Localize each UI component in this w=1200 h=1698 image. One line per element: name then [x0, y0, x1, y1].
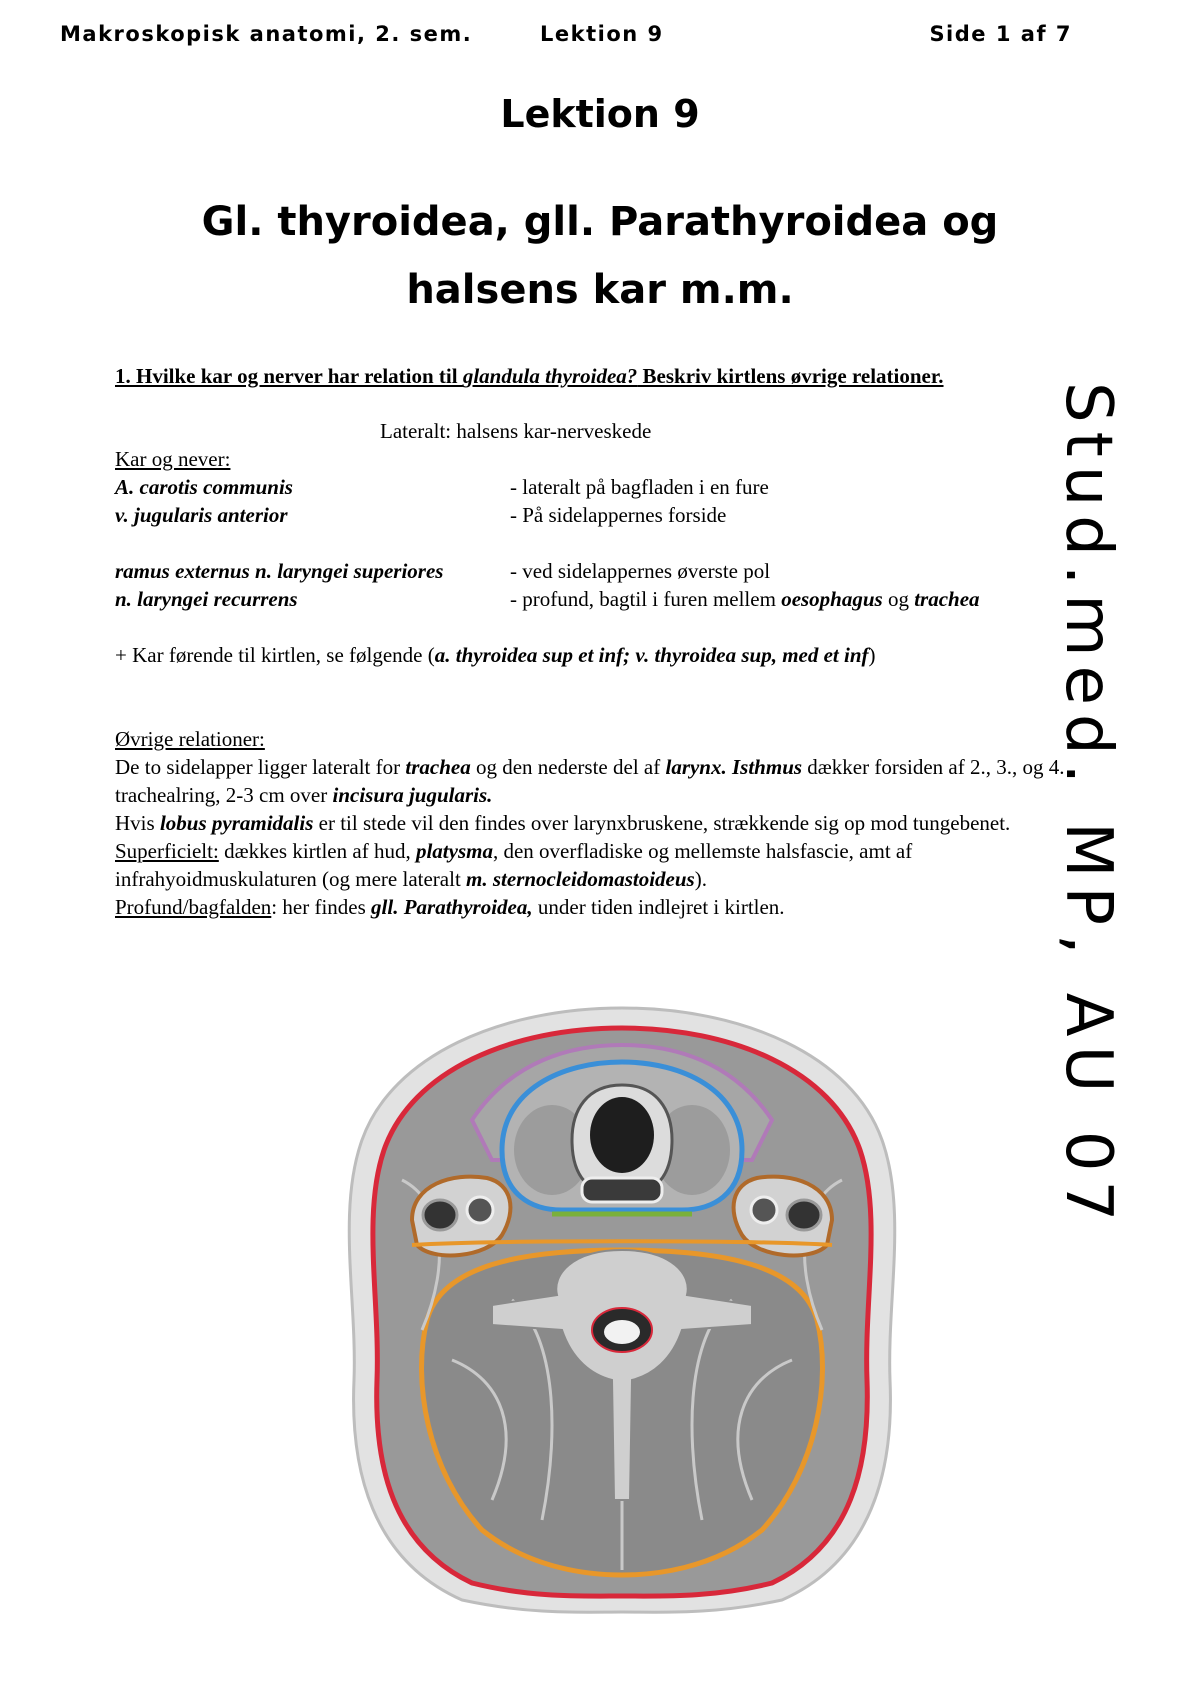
text-part: Superficielt: [115, 839, 219, 863]
ovrige-text [115, 753, 1085, 921]
relation-desc-part: oesophagus [781, 587, 883, 611]
text-part: under tiden indlejret i kirtlen. [532, 895, 785, 919]
text-part: gll. Parathyroidea, [371, 895, 533, 919]
question-suffix: Beskriv kirtlens øvrige relationer. [637, 364, 944, 388]
text-part: lobus pyramidalis [159, 811, 314, 835]
relation-term: A. carotis communis [115, 475, 293, 499]
side-watermark: Stud.med. MP, AU 07 [1051, 382, 1125, 1231]
question-prefix: 1. Hvilke kar og nerver har relation til [115, 364, 463, 388]
relation-term: ramus externus n. laryngei superiores [115, 559, 444, 583]
relation-term: v. jugularis anterior [115, 503, 288, 527]
trachea-lumen [590, 1097, 654, 1173]
ovrige-paragraph [115, 837, 1085, 893]
text-part: Hvis [115, 811, 160, 835]
page-subtitle-line-1: Gl. thyroidea, gll. Parathyroidea og [201, 199, 999, 245]
relation-term: n. laryngei recurrens [115, 587, 298, 611]
relation-desc-part: og [882, 587, 915, 611]
text-part: dækker forsiden af 2., 3., og 4. trachealring, 2-3 cm over [115, 755, 1065, 807]
page-title: Lektion 9 [500, 92, 700, 136]
spinal-cord [604, 1320, 640, 1344]
text-part: De to sidelapper ligger lateralt for [115, 755, 406, 779]
ovrige-paragraph [115, 893, 1085, 921]
relation-desc-part: trachea [914, 587, 980, 611]
page-subtitle-line-2: halsens kar m.m. [406, 267, 794, 313]
ovrige-paragraph [115, 753, 1085, 809]
kar-heading: Kar og never: [115, 447, 231, 471]
lateral-line: Lateralt: halsens kar-nerveskede [380, 419, 652, 443]
kar-forende-line [115, 641, 1085, 669]
relation-desc [510, 585, 980, 613]
page-subtitle [0, 188, 1200, 324]
esophagus [582, 1178, 662, 1202]
text-part: platysma [415, 839, 493, 863]
jugular-vein-right [787, 1200, 821, 1230]
kar-forende-part: + Kar førende til kirtlen, se følgende ( [115, 643, 435, 667]
kar-forende-part: ) [868, 643, 876, 667]
text-part: er til stede vil den findes over larynxbruskene, strækkende sig op mod tungebenet. [313, 811, 1011, 835]
carotid-artery-left [467, 1197, 493, 1223]
kar-forende-part: a. thyroidea sup et inf; v. thyroidea sup, med et inf [434, 643, 869, 667]
text-part: dækkes kirtlen af hud, [218, 839, 416, 863]
relation-desc: - På sidelappernes forside [510, 503, 727, 527]
text-part: Isthmus [732, 755, 803, 779]
text-part: incisura jugularis. [332, 783, 493, 807]
header-page-number: Side 1 af 7 [929, 22, 1072, 46]
ovrige-heading: Øvrige relationer: [115, 727, 265, 751]
text-part: ). [694, 867, 707, 891]
ovrige-paragraph [115, 809, 1085, 837]
text-part: Profund/bagfalden [115, 895, 272, 919]
relation-desc-part: - profund, bagtil i furen mellem [510, 587, 782, 611]
neck-cross-section-illustration [312, 1000, 932, 1620]
text-part: trachea [405, 755, 471, 779]
carotid-artery-right [751, 1197, 777, 1223]
text-part: , den overfladiske og mellemste halsfascie, amt af infrahyoidmuskulaturen (og mere lateralt [115, 839, 913, 891]
text-part: : her findes [271, 895, 372, 919]
header-course: Makroskopisk anatomi, 2. sem. [60, 22, 473, 46]
text-part: larynx. [665, 755, 727, 779]
question-italic: glandula thyroidea? [462, 364, 638, 388]
question-heading [115, 362, 1085, 390]
relation-desc: - lateralt på bagfladen i en fure [510, 475, 769, 499]
text-part: og den nederste del af [470, 755, 666, 779]
relation-desc: - ved sidelappernes øverste pol [510, 559, 771, 583]
jugular-vein-left [423, 1200, 457, 1230]
header-lesson: Lektion 9 [540, 22, 664, 46]
text-part: m. sternocleidomastoideus [466, 867, 695, 891]
